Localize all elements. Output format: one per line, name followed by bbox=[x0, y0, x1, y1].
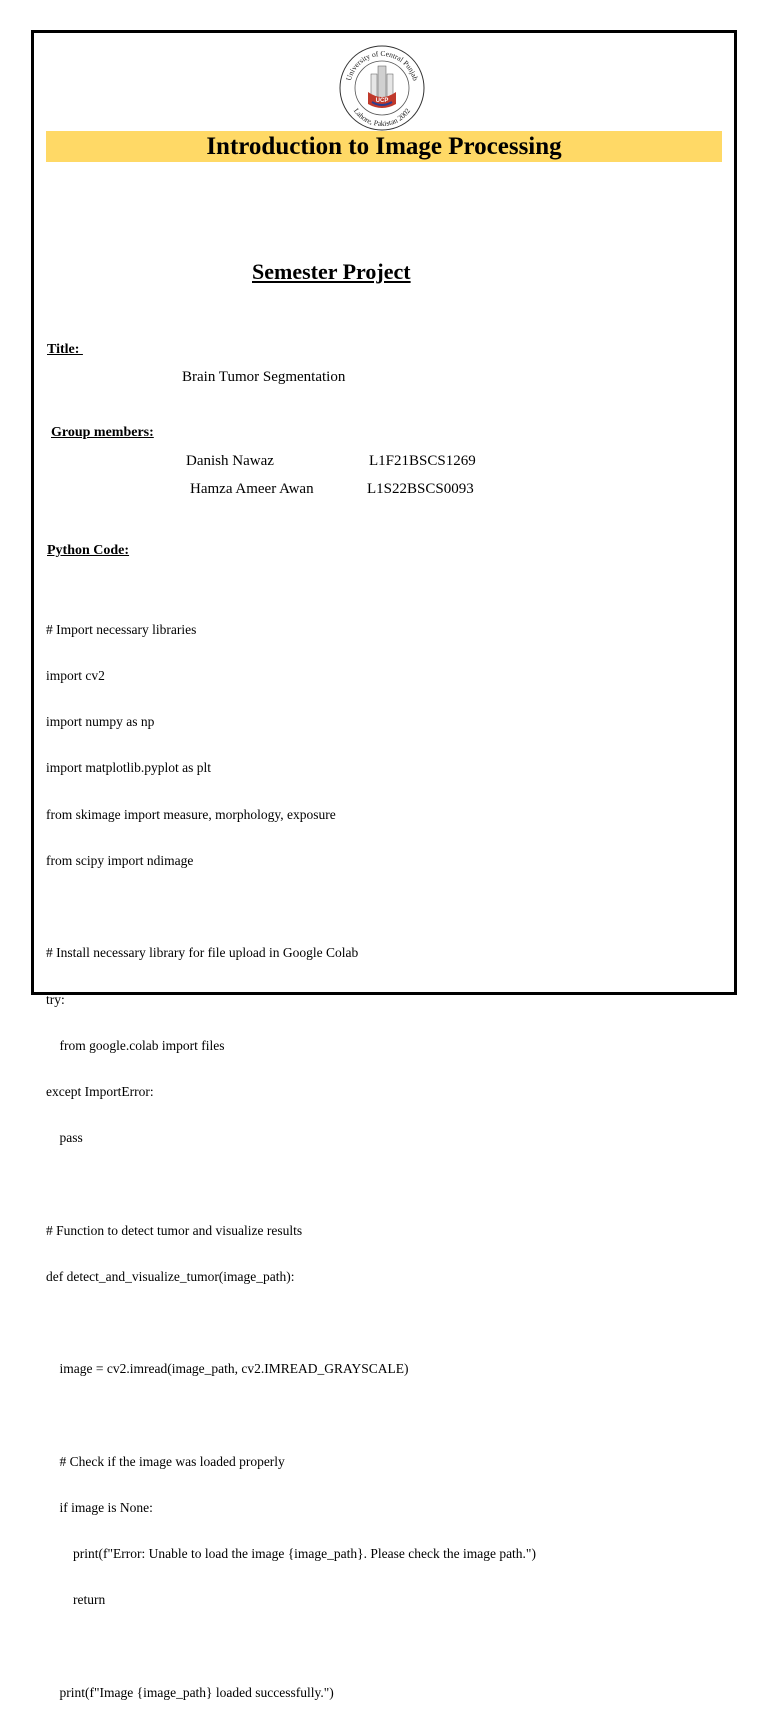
code-line: # Check if the image was loaded properly bbox=[46, 1453, 285, 1469]
code-line: return bbox=[46, 1592, 106, 1608]
logo-badge: UCP bbox=[375, 98, 389, 104]
university-logo bbox=[338, 44, 426, 132]
member-id: L1S22BSCS0093 bbox=[367, 481, 474, 497]
code-block bbox=[46, 591, 536, 1716]
code-line: from scipy import ndimage bbox=[46, 852, 194, 868]
code-line: from skimage import measure, morphology, exposure bbox=[46, 806, 336, 822]
code-line: from google.colab import files bbox=[46, 1037, 225, 1053]
code-line bbox=[46, 899, 536, 914]
document-subtitle: Semester Project bbox=[252, 259, 411, 284]
code-line: import matplotlib.pyplot as plt bbox=[46, 760, 211, 776]
member-id: L1F21BSCS1269 bbox=[369, 453, 476, 469]
logo-text-top: University of Central Punjab bbox=[343, 48, 421, 82]
member-name: Hamza Ameer Awan bbox=[190, 481, 314, 497]
code-line bbox=[46, 1176, 536, 1191]
code-line: # Import necessary libraries bbox=[46, 621, 197, 637]
group-members-label: Group members: bbox=[51, 425, 154, 440]
code-line: import numpy as np bbox=[46, 714, 155, 730]
member-name: Danish Nawaz bbox=[186, 453, 274, 469]
code-line: try: bbox=[46, 991, 65, 1007]
code-line: if image is None: bbox=[46, 1499, 153, 1515]
code-line bbox=[46, 1407, 536, 1422]
code-line: def detect_and_visualize_tumor(image_path): bbox=[46, 1268, 295, 1284]
code-line bbox=[46, 1315, 536, 1330]
code-line: import cv2 bbox=[46, 668, 105, 684]
code-line: # Function to detect tumor and visualize results bbox=[46, 1222, 303, 1238]
code-line: # Install necessary library for file upload in Google Colab bbox=[46, 945, 359, 961]
code-line: print(f"Image {image_path} loaded successfully.") bbox=[46, 1684, 334, 1700]
code-line: print(f"Error: Unable to load the image {image_path}. Please check the image path.") bbox=[46, 1546, 536, 1562]
project-title: Brain Tumor Segmentation bbox=[182, 369, 346, 385]
python-code-label: Python Code: bbox=[47, 543, 130, 558]
code-line: pass bbox=[46, 1130, 83, 1146]
code-line bbox=[46, 1639, 536, 1654]
course-title: Introduction to Image Processing bbox=[46, 131, 722, 162]
code-line: except ImportError: bbox=[46, 1083, 154, 1099]
code-line: image = cv2.imread(image_path, cv2.IMREAD_GRAYSCALE) bbox=[46, 1361, 409, 1377]
title-label: Title: bbox=[47, 342, 83, 357]
logo-text-bottom: Lahore, Pakistan 2002 bbox=[351, 106, 413, 129]
